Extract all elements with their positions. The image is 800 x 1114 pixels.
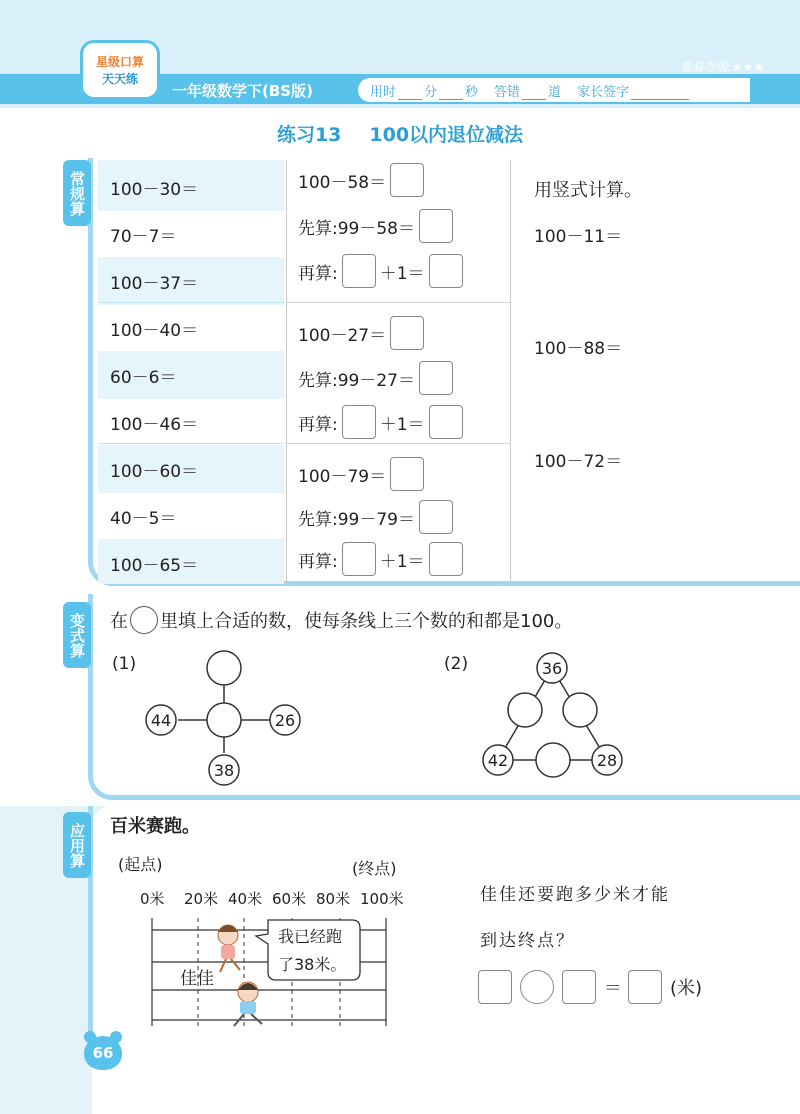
second-unit: 秒 [465, 84, 479, 100]
equals-sign: ＝ [604, 978, 622, 999]
expr: 60－6＝ [110, 367, 177, 388]
expr: 100－40＝ [110, 320, 199, 341]
vertical-calc-1: 100－11＝ [534, 227, 623, 247]
logo-line1: 星级口算 [95, 55, 144, 69]
tag-variant-text: 变式算 [68, 612, 86, 658]
step-label: 先算: [298, 370, 338, 391]
vertical-calc-2: 100－88＝ [534, 339, 623, 359]
result-box[interactable] [628, 970, 662, 1004]
expr: 70－7＝ [110, 226, 177, 247]
cross-right-value: 26 [274, 711, 296, 730]
expr: ＋1＝ [379, 263, 425, 284]
page-number [84, 1036, 122, 1070]
scale-label: 20米 [184, 890, 219, 908]
book-title: 一年级数学下(BS版) [172, 82, 313, 100]
expr: 99－27＝ [337, 370, 415, 391]
expr: ＋1＝ [379, 414, 425, 435]
applied-question-line2: 到达终点？ [480, 931, 575, 951]
step-label: 先算: [298, 218, 338, 239]
scale-label: 40米 [228, 890, 263, 908]
exercise-topic: 100以内退位减法 [369, 124, 524, 146]
parent-sign-label: 家长签字 [577, 84, 630, 100]
page-number-text: 66 [92, 1044, 114, 1062]
problem2-label: (2) [444, 654, 469, 674]
logo-line2: 天天练 [101, 72, 138, 86]
answer-box[interactable] [562, 970, 596, 1004]
cross-bottom-value: 38 [213, 761, 235, 780]
triangle-top-value: 36 [541, 659, 563, 678]
wrong-label: 答错 [494, 84, 521, 100]
expr: 100－60＝ [110, 461, 199, 482]
vertical-calc-title: 用竖式计算。 [534, 180, 642, 201]
speech-line1: 我已经跑 [278, 927, 343, 946]
difficulty-stars: ★★★ [731, 60, 764, 74]
triangle-bottom-right-value: 28 [596, 751, 618, 770]
scale-label: 100米 [360, 890, 404, 908]
scale-label: 0米 [140, 890, 165, 908]
expr: 99－79＝ [337, 509, 415, 530]
expr: 100－27＝ [298, 325, 387, 346]
problem1-label: (1) [112, 654, 137, 674]
vertical-calc-3: 100－72＝ [534, 452, 623, 472]
triangle-bottom-left-value: 42 [487, 751, 509, 770]
step-label: 再算: [298, 551, 338, 572]
expr: 100－79＝ [298, 466, 387, 487]
expr: 100－65＝ [110, 555, 199, 576]
unit-label: (米) [670, 978, 703, 999]
expr: 100－30＝ [110, 179, 199, 200]
exercise-number: 练习13 [276, 124, 342, 146]
expr: 99－58＝ [337, 218, 415, 239]
scale-label: 80米 [316, 890, 351, 908]
tag-applied-text: 应用算 [68, 822, 86, 868]
scale-label: 60米 [272, 890, 307, 908]
applied-title: 百米赛跑。 [110, 816, 200, 837]
expr: ＋1＝ [379, 551, 425, 572]
time-label: 用时 [370, 84, 397, 100]
answer-equation [478, 970, 702, 1004]
expr: 40－5＝ [110, 508, 177, 529]
operator-circle[interactable] [520, 970, 554, 1004]
cross-left-value: 44 [150, 711, 172, 730]
difficulty-label: 难易等级: [679, 60, 732, 74]
answer-box[interactable] [478, 970, 512, 1004]
expr: 100－37＝ [110, 273, 199, 294]
prompt-part: 里填上合适的数，使每条线上三个数的和都是100。 [160, 611, 573, 632]
applied-question-line1: 佳佳还要跑多少米才能 [480, 885, 670, 905]
tag-regular-text: 常规算 [68, 170, 86, 216]
runner-name: 佳佳 [180, 969, 214, 989]
start-label: (起点) [118, 855, 163, 874]
wrong-unit: 道 [548, 84, 562, 100]
minute-unit: 分 [424, 84, 438, 100]
step-label: 再算: [298, 414, 338, 435]
expr: 100－46＝ [110, 414, 199, 435]
step-label: 再算: [298, 263, 338, 284]
expr: 100－58＝ [298, 172, 387, 193]
speech-line2: 了38米。 [278, 955, 347, 974]
runner-girl-illustration [218, 925, 240, 972]
prompt-part: 在 [110, 611, 128, 632]
finish-label: (终点) [352, 859, 397, 878]
step-label: 先算: [298, 509, 338, 530]
